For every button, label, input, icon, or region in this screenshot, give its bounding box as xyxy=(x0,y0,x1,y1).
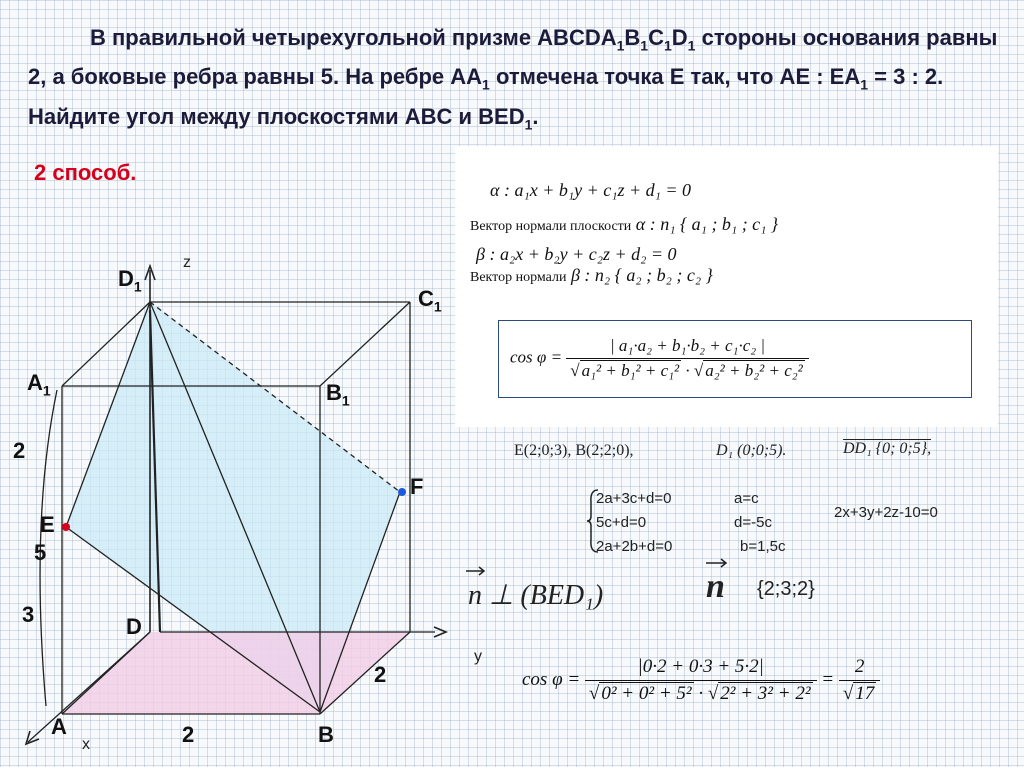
plane-equation: 2x+3y+2z-10=0 xyxy=(834,504,938,521)
vertex-label-e: E xyxy=(40,512,55,537)
cos-formula: cos φ = $\frac{\text{| a₁·a₂ + b₁·b₂ + c₁·c₂ |}}{\text{√ a₁² + b₁² + c₁² · √ a₂² + b₂² + c₂²}}$ xyxy=(510,336,809,381)
axis-label-y: y xyxy=(474,648,482,665)
vertex-label-d: D xyxy=(126,614,142,639)
vertex-label-a: A xyxy=(51,714,67,739)
system-eq-1: 2a+3c+d=0 xyxy=(596,490,672,507)
system-eq-3: 2a+2b+d=0 xyxy=(596,538,673,555)
vertex-label-a1: $A_1$ xyxy=(27,370,51,399)
result-b: b=1,5c xyxy=(740,538,786,555)
length-label-aa1: 5 xyxy=(34,540,47,565)
normal-perp-statement: n ⊥ (BED₁) xyxy=(468,580,604,611)
prism-figure xyxy=(0,0,460,767)
vertex-label-c1: $C_1$ xyxy=(418,286,442,315)
point-d1: D₁ (0;0;5). xyxy=(716,442,787,459)
length-label-ae: 3 xyxy=(22,602,35,627)
length-label-ea1: 2 xyxy=(13,438,26,463)
cos-fraction: $\frac{\text{| a₁·a₂ + b₁·b₂ + c₁·c₂ |}}{\text{√ a₁² + b₁² + c₁² · √ a₂² + b₂² + c₂²}}$ xyxy=(566,336,808,381)
system-eq-2: 5c+d=0 xyxy=(596,514,647,531)
length-label-bc: 2 xyxy=(374,662,387,687)
vertex-label-d1: $D_1$ xyxy=(118,266,142,295)
beta-plane-equation: β : a₂x + b₂y + c₂z + d₂ = 0 xyxy=(476,244,677,264)
problem-text: В правильной четырехугольной призме $ABCDA_1B_1C_1D_1$ стороны основания равны 2, а боковые ребра равны 5. На ребре $AA_1$ отмечена точка Е так, что AE : $EA_1 = 3$ : 2. Найдите угол между плоскостями ABC и $BED_1$. xyxy=(28,25,998,133)
point-f-marker xyxy=(398,488,406,496)
vector-arrow-icon xyxy=(704,556,730,568)
final-cos-formula: cos φ = $\frac{|0\cdot 2 + 0\cdot 3 + 5\cdot 2|}{\text{√ 0² + 0² + 5² · √ 2² + 3² + 2²}}$ = $\frac{2}{√ 17}$ xyxy=(522,656,880,705)
final-fraction: $\frac{|0\cdot 2 + 0\cdot 3 + 5\cdot 2|}{\text{√ 0² + 0² + 5² · √ 2² + 3² + 2²}}$ xyxy=(585,656,817,705)
axis-label-x: x xyxy=(82,736,90,753)
alpha-plane-equation: α : a₁x + b₁y + c₁z + d₁ = 0 xyxy=(490,180,692,200)
length-label-ab: 2 xyxy=(182,722,195,747)
final-answer: $\frac{2}{√ 17}$ xyxy=(839,656,880,705)
beta-normal-line: Вектор нормали β : n₂ { a₂ ; b₂ ; c₂ } xyxy=(470,265,713,285)
vertex-label-b1: $B_1$ xyxy=(326,380,350,409)
points-e-b: E(2;0;3), B(2;2;0), xyxy=(514,442,634,459)
vector-arrow-icon xyxy=(464,564,488,576)
normal-vector-value: {2;3;2} xyxy=(757,578,815,600)
base-plane-abcd xyxy=(62,632,410,714)
vector-dd1: DD₁ {0; 0;5}, xyxy=(843,440,932,457)
method-label: 2 способ. xyxy=(34,160,137,185)
vertex-label-b: B xyxy=(318,722,334,747)
alpha-normal-line: Вектор нормали плоскости α : n₁ { a₁ ; b₁ ; c₁ } xyxy=(470,214,779,234)
result-d: d=-5c xyxy=(734,514,772,531)
axis-label-z: z xyxy=(183,254,191,271)
normal-vector-letter: n xyxy=(706,568,725,605)
point-e-marker xyxy=(62,523,70,531)
vertex-label-f: F xyxy=(410,474,424,499)
result-a: a=c xyxy=(734,490,759,507)
